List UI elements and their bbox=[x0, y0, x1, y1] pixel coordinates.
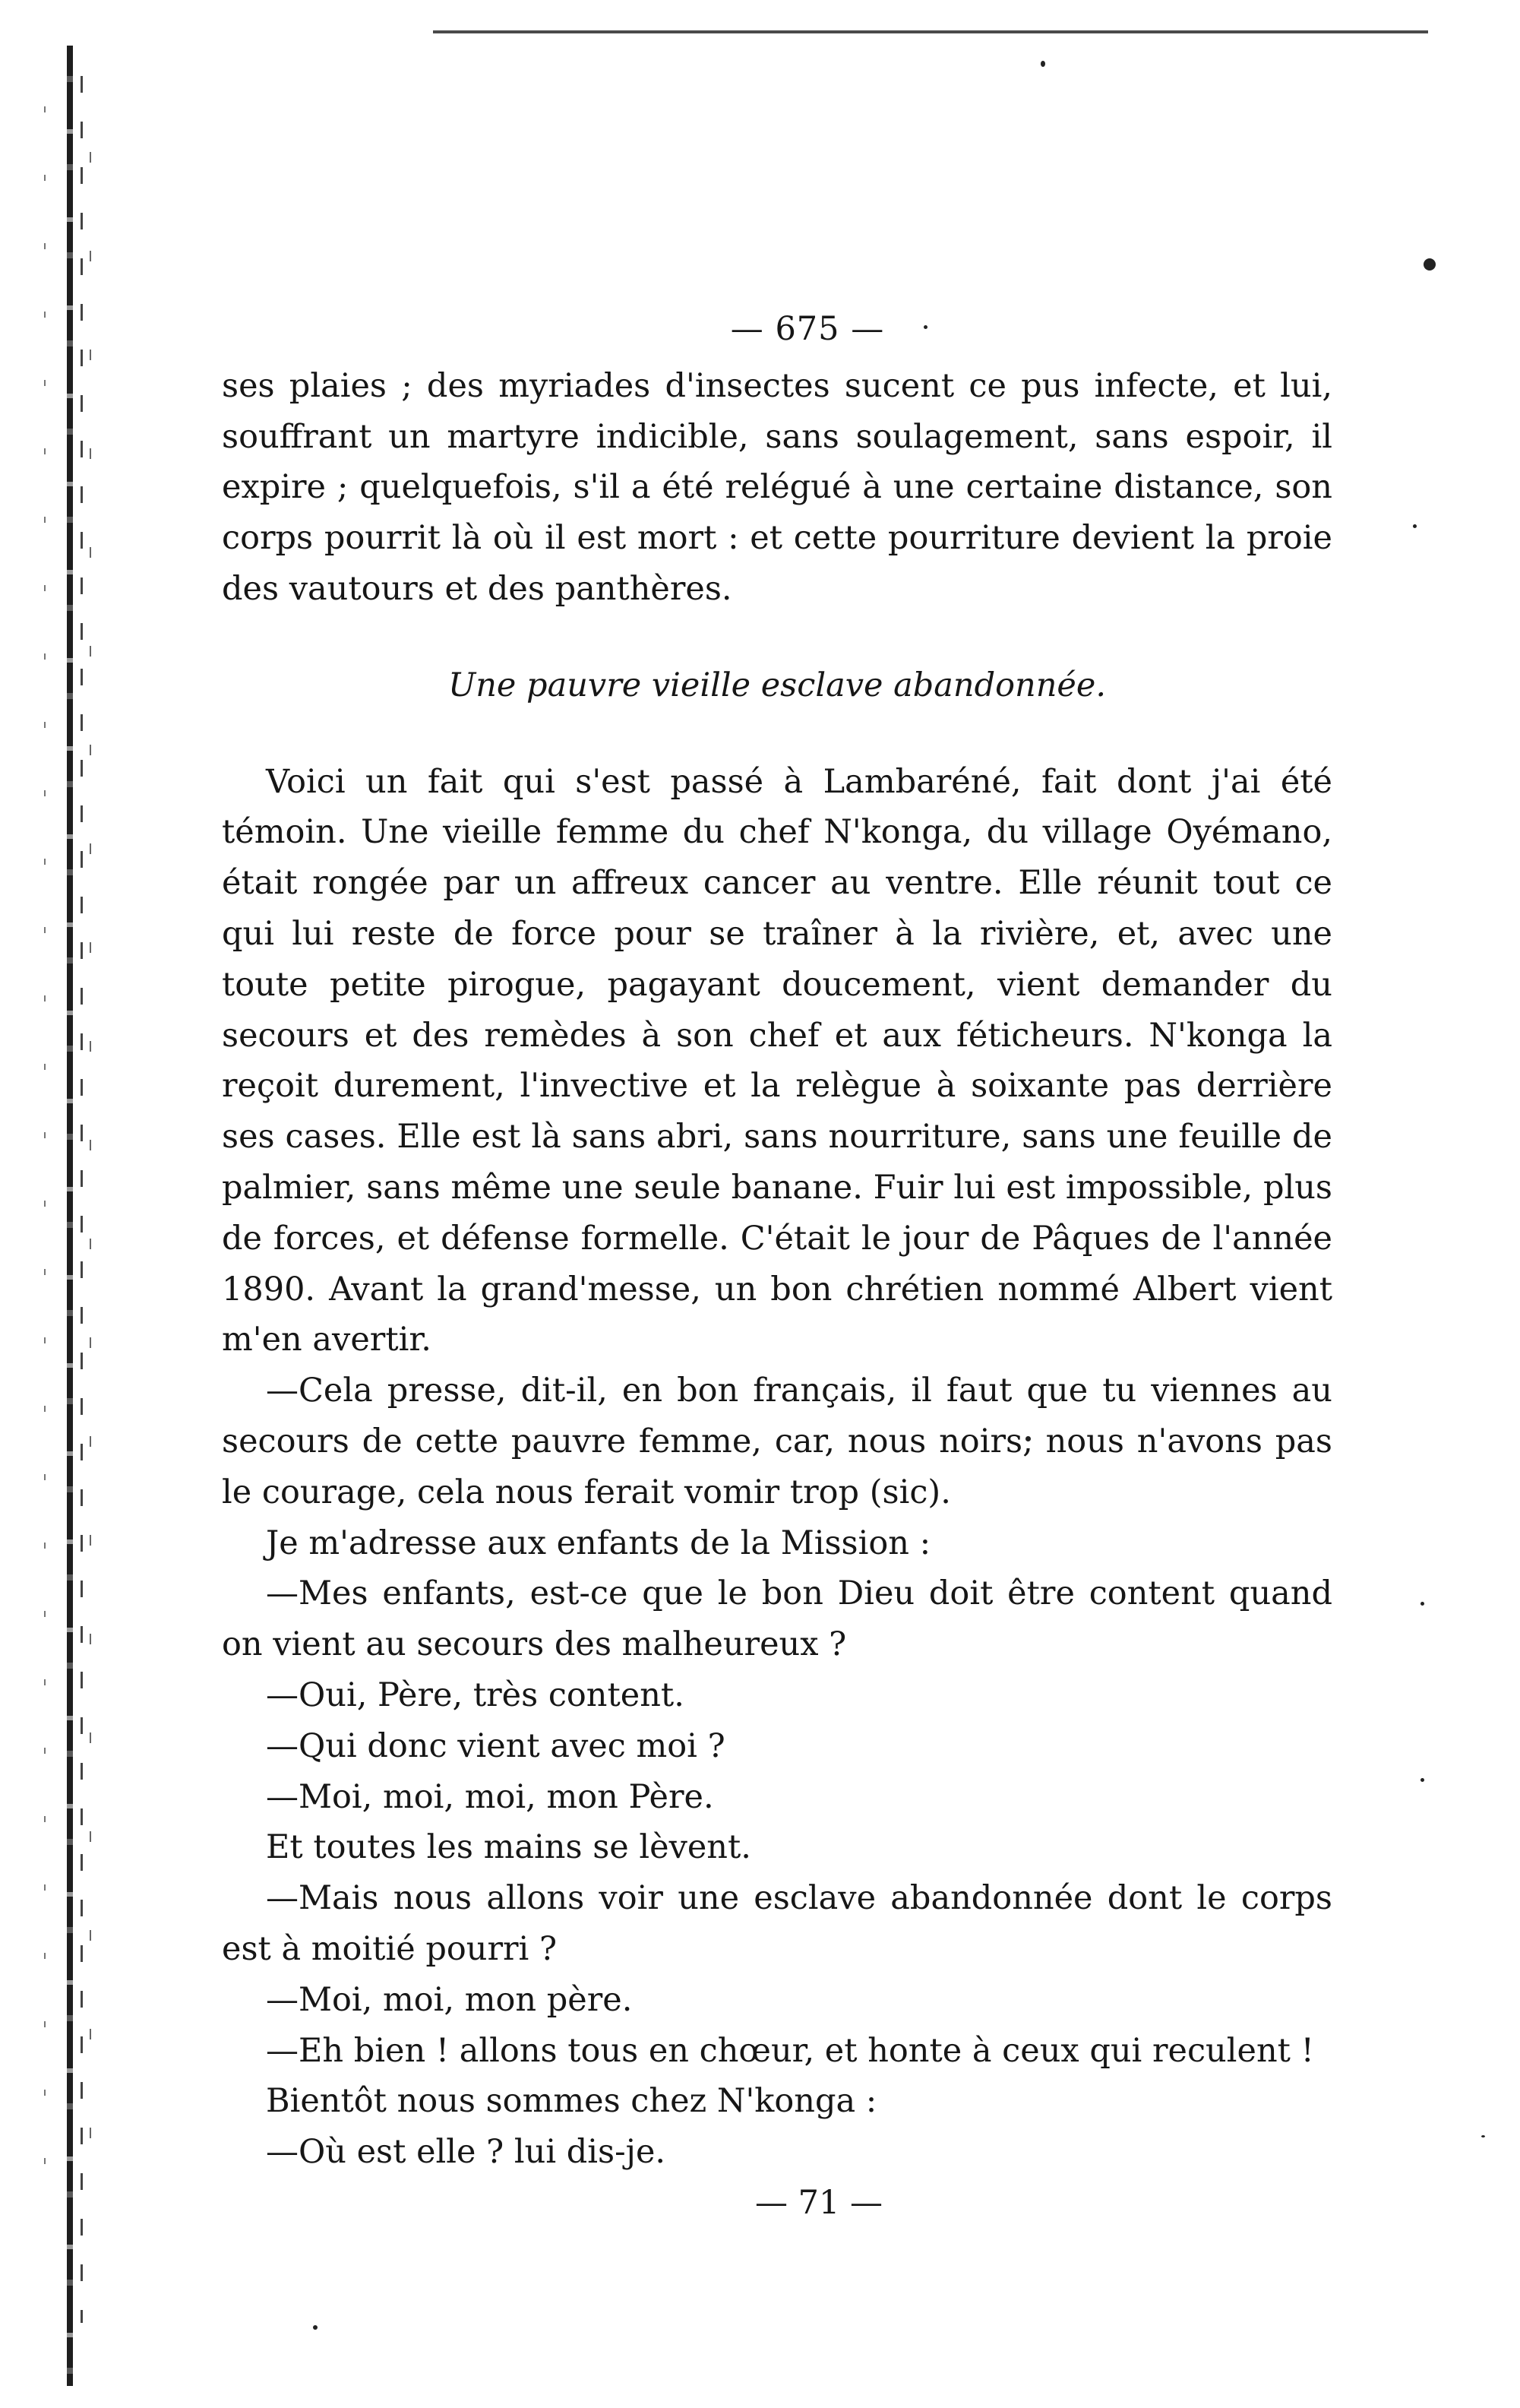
ink-speck bbox=[1041, 61, 1045, 67]
ink-speck bbox=[1481, 2135, 1485, 2137]
ink-speck bbox=[313, 2325, 318, 2330]
paragraph: —Où est elle ? lui dis-je. bbox=[266, 2133, 666, 2172]
paragraph: Bientôt nous sommes chez N'konga : bbox=[266, 2082, 877, 2121]
ink-speck bbox=[1420, 1602, 1424, 1606]
paragraph: —Cela presse, dit-il, en bon français, il faut que tu viennes au secours de cette pauvre femme, car, nous noirs, nous n'avons pas le courage, cela nous ferait vomir trop (sic). bbox=[222, 1372, 1332, 1511]
binding-line-4 bbox=[90, 152, 91, 2141]
binding-edge bbox=[36, 46, 100, 2386]
paragraph: —Moi, moi, moi, mon Père. bbox=[266, 1777, 714, 1816]
binding-line-1 bbox=[67, 46, 73, 2386]
ink-speck bbox=[1413, 524, 1417, 528]
paragraph: Voici un fait qui s'est passé à Lambaréné, fait dont j'ai été témoin. Une vieille femme du chef N'konga, du village Oyémano, était rongée par un affreux cancer au ventre. Elle réunit tout ce qui lui reste de force pour se traîner à la rivière, et, avec une toute petite pirogue, pagayant doucement, vient demander du secours et des remèdes à son chef et aux féticheurs. N'konga la reçoit durement, l'invective et la relègue à soixante pas derrière ses cases. Elle est là sans abri, sans nourriture, sans une feuille de palmier, sans même une seule banane. Fuir lui est impossible, plus de forces, et défense formelle. C'était le jour de Pâques de l'année 1890. Avant la grand'messe, un bon chrétien nommé Albert vient m'en avertir. bbox=[222, 762, 1332, 1359]
top-rule bbox=[433, 30, 1428, 33]
paragraph: —Eh bien ! allons tous en chœur, et honte à ceux qui reculent ! bbox=[266, 2031, 1314, 2070]
paragraph: —Moi, moi, mon père. bbox=[266, 1980, 633, 2019]
text-column bbox=[222, 304, 1332, 2229]
binding-line-2 bbox=[81, 76, 83, 2323]
paragraph: —Qui donc vient avec moi ? bbox=[266, 1726, 725, 1765]
ink-speck bbox=[1420, 1778, 1424, 1782]
binding-line-3 bbox=[44, 106, 46, 2213]
footer-number: — 71 — bbox=[754, 2183, 883, 2222]
paragraph: —Mes enfants, est-ce que le bon Dieu doit être content quand on vient au secours des malheureux ? bbox=[222, 1574, 1332, 1664]
paragraph: Je m'adresse aux enfants de la Mission : bbox=[266, 1524, 931, 1562]
ink-speck bbox=[1424, 258, 1436, 271]
paragraph: —Mais nous allons voir une esclave abandonnée dont le corps est à moitié pourri ? bbox=[222, 1879, 1332, 1968]
paragraph: —Oui, Père, très content. bbox=[266, 1675, 684, 1714]
opening-paragraph: ses plaies ; des myriades d'insectes sucent ce pus infecte, et lui, souffrant un martyre indicible, sans soulagement, sans espoir, il expire ; quelquefois, s'il a été relégué à une certaine distance, son corps pourrit là où il est mort : et cette pourriture devient la proie des vautours et des panthères. bbox=[222, 366, 1332, 608]
paragraph: Et toutes les mains se lèvent. bbox=[266, 1828, 751, 1867]
page-number: — 675 — bbox=[730, 310, 885, 348]
section-title: Une pauvre vieille esclave abandonnée. bbox=[448, 666, 1106, 704]
